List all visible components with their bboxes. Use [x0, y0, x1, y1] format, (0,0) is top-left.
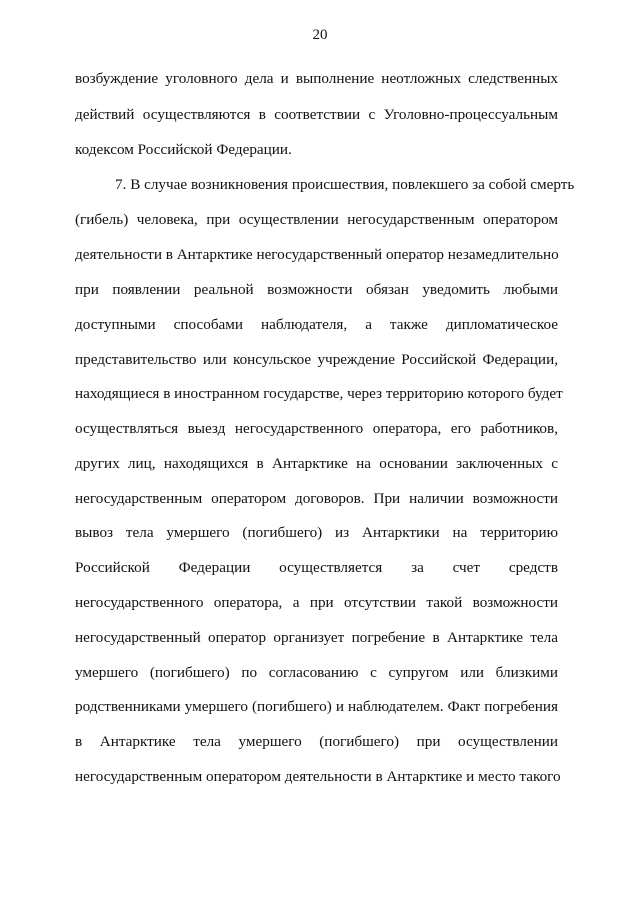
text-line: негосударственного оператора, а при отсутствии такой возможности [75, 594, 558, 611]
text-line: деятельности в Антарктике негосударственный оператор незамедлительно [75, 246, 559, 263]
text-line: осуществляться выезд негосударственного оператора, его работников, [75, 420, 558, 437]
text-line: (гибель) человека, при осуществлении негосударственным оператором [75, 211, 558, 228]
text-line: умершего (погибшего) по согласованию с супругом или близкими [75, 664, 558, 681]
text-line: при появлении реальной возможности обязан уведомить любыми [75, 281, 558, 298]
text-line: находящиеся в иностранном государстве, через территорию которого будет [75, 385, 563, 402]
text-line: негосударственным оператором договоров. При наличии возможности [75, 490, 558, 507]
text-line: негосударственный оператор организует погребение в Антарктике тела [75, 629, 558, 646]
text-line: действий осуществляются в соответствии с Уголовно-процессуальным [75, 106, 558, 123]
text-line: родственниками умершего (погибшего) и наблюдателем. Факт погребения [75, 698, 558, 715]
text-line: кодексом Российской Федерации. [75, 141, 292, 158]
text-line: 7. В случае возникновения происшествия, повлекшего за собой смерть [115, 176, 575, 193]
text-line: возбуждение уголовного дела и выполнение неотложных следственных [75, 70, 558, 87]
page-number: 20 [312, 27, 328, 43]
text-line: других лиц, находящихся в Антарктике на основании заключенных с [75, 455, 558, 472]
text-line: негосударственным оператором деятельности в Антарктике и место такого [75, 768, 561, 785]
text-line: Российской Федерации осуществляется за счет средств [75, 559, 558, 576]
text-line: представительство или консульское учреждение Российской Федерации, [75, 351, 558, 368]
text-line: доступными способами наблюдателя, а также дипломатическое [75, 316, 558, 333]
text-line: вывоз тела умершего (погибшего) из Антарктики на территорию [75, 524, 558, 541]
text-line: в Антарктике тела умершего (погибшего) при осуществлении [75, 733, 558, 750]
